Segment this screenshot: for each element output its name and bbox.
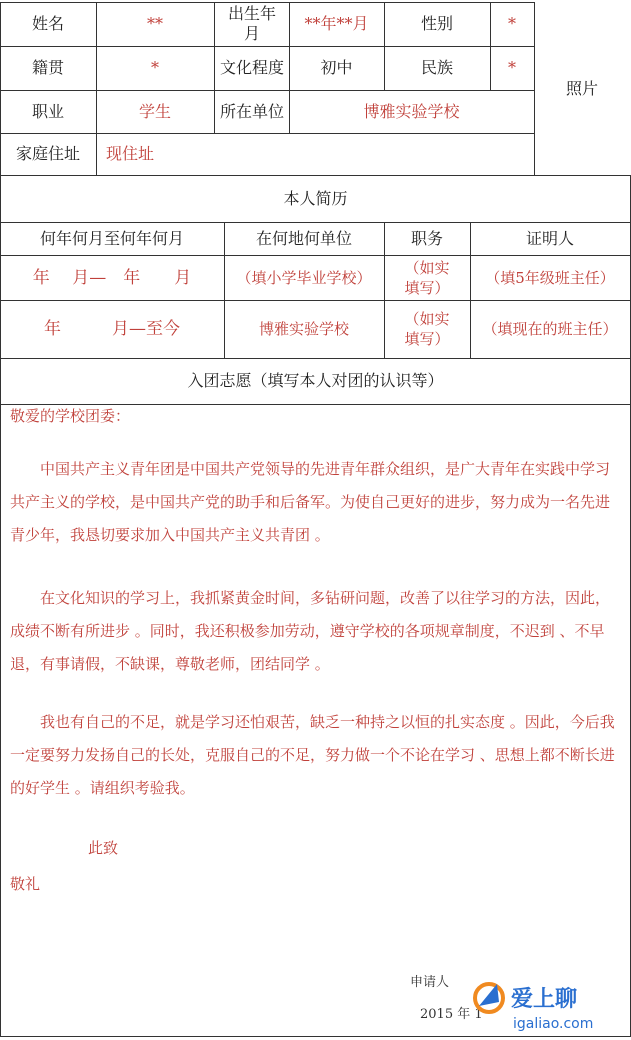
ethnic-value: * [508, 58, 516, 77]
birth-value: **年**月 [304, 14, 369, 33]
resume-header-period: 何年何月至何年何月 [39, 228, 184, 248]
closing-regards: 敬礼 [10, 875, 41, 893]
birth-label: 出生年月 [227, 4, 276, 43]
paragraph-2: 在文化知识的学习上，我抓紧黄金时间，多钻研问题，改善了以往学习的方法，因此，成绩不断有所进步 。同时，我还积极参加劳动，遵守学校的各项规章制度，不迟到 、不早退，有事请假，不缺课，尊敬老师，团结同学 。 [10, 589, 611, 673]
date-text: 2015 年 1 [420, 1007, 483, 1022]
unit-label: 所在单位 [220, 101, 285, 121]
occupation-label: 职业 [31, 101, 64, 121]
paragraph-1: 中国共产主义青年团是中国共产党领导的先进青年群众组织，是广大青年在实践中学习共产主义的学校，是中国共产党的助手和后备军。为使自己更好的进步，努力成为一名先进青少年，我恳切要求加入中国共产主义共青团 。 [10, 460, 611, 544]
resume-row-2-position: （如实填写） [404, 310, 450, 348]
resume-row-2-period: 年 月—至今 [44, 319, 180, 339]
unit-value: 博雅实验学校 [363, 101, 460, 121]
photo-box: 照片 [565, 78, 598, 98]
paragraph-3: 我也有自己的不足，就是学习还怕艰苦，缺乏一种持之以恒的扎实态度 。因此，今后我一定要努力发扬自己的长处，克服自己的不足，努力做一个不论在学习 、思想上都不断长进的好学生 。请组织考验我。 [10, 713, 615, 797]
resume-header-witness: 证明人 [525, 228, 574, 248]
address-value: 现住址 [106, 144, 155, 163]
education-label: 文化程度 [220, 58, 285, 77]
gender-value: * [508, 14, 516, 33]
resume-title: 本人简历 [283, 188, 348, 208]
name-value: ** [147, 14, 163, 33]
resume-header-position: 职务 [410, 228, 443, 248]
occupation-value: 学生 [138, 101, 171, 121]
watermark-text-main: 爱上聊 [511, 987, 578, 1012]
resume-row-2-witness: （填现在的班主任） [482, 320, 618, 338]
watermark-logo [471, 966, 621, 1036]
application-title: 入团志愿（填写本人对团的认识等） [187, 371, 444, 390]
resume-row-1-position: （如实填写） [404, 258, 450, 297]
education-value: 初中 [320, 58, 353, 77]
name-label: 姓名 [31, 14, 64, 33]
greeting: 敬爱的学校团委： [10, 407, 131, 425]
gender-label: 性别 [420, 14, 453, 33]
closing-salutation: 此致 [88, 839, 119, 857]
resume-row-1-unit: （填小学毕业学校） [236, 268, 372, 287]
origin-label: 籍贯 [31, 58, 64, 77]
applicant-label: 申请人 [410, 975, 450, 990]
resume-row-2-unit: 博雅实验学校 [258, 320, 349, 338]
resume-row-1-witness: （填5年级班主任） [485, 268, 615, 287]
address-label: 家庭住址 [15, 144, 80, 163]
origin-value: * [151, 58, 159, 77]
watermark-text-url: igaliao.com [513, 1016, 594, 1032]
ethnic-label: 民族 [420, 58, 453, 77]
resume-header-unit: 在何地何单位 [255, 228, 352, 248]
resume-row-1-period: 年 月— 年 月 [32, 267, 192, 288]
